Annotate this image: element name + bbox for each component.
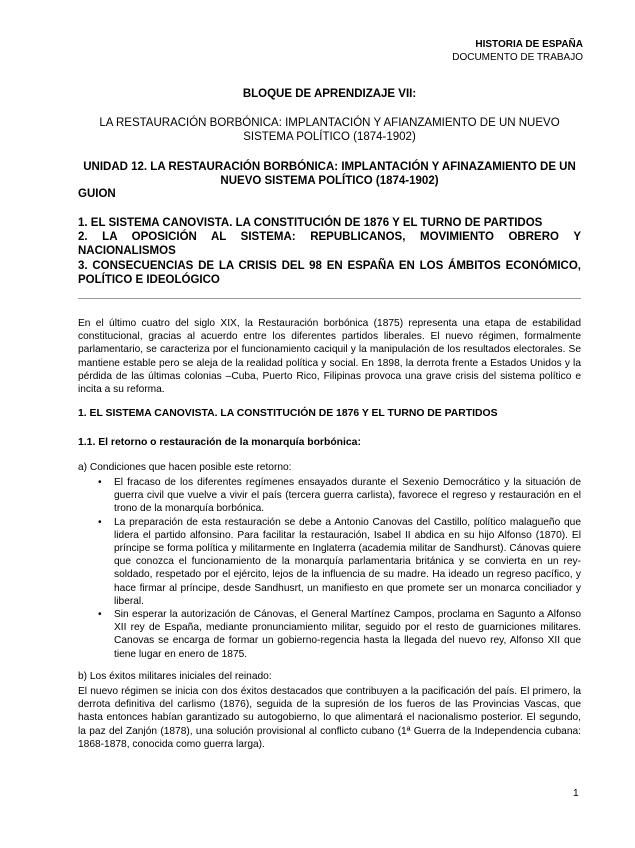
bullet-icon: • xyxy=(98,516,102,528)
conditions-list xyxy=(96,476,581,661)
outline-item: 2. LA OPOSICIÓN AL SISTEMA: REPUBLICANOS, MOVIMIENTO OBRERO Y NACIONALISMOS xyxy=(78,231,581,258)
list-item xyxy=(96,608,581,661)
horizontal-divider xyxy=(78,298,581,299)
page-number: 1 xyxy=(573,788,579,799)
list-item-text: Sin esperar la autorización de Cánovas, el General Martínez Campos, proclama en Sagunto a Alfonso XII rey de España, mediante pronunciamiento militar, seguido por el resto de guarniciones militares. Canovas se encarga de formar un gobierno-regencia hasta la llegada del nuevo rey, Alfonso XII que tiene lugar en enero de 1875. xyxy=(114,609,581,660)
exitos-paragraph: El nuevo régimen se inicia con dos éxitos destacados que contribuyen a la pacificación del país. El primero, la derrota definitiva del carlismo (1876), seguida de la supresión de los fueros de las Provincias Vascas, que hasta entonces habían garantizado su autogobierno, lo que alimentará el nacionalismo posterior. El segundo, la paz del Zanjón (1878), una solución provisional al conflicto cubano (1ª Guerra de la Independencia cubana: 1868-1878, conocida como guerra larga). xyxy=(78,686,581,750)
list-item xyxy=(96,476,581,516)
document-header xyxy=(452,38,583,64)
conditions-label: a) Condiciones que hacen posible este retorno: xyxy=(78,462,292,473)
outline-item: 1. EL SISTEMA CANOVISTA. LA CONSTITUCIÓN DE 1876 Y EL TURNO DE PARTIDOS xyxy=(78,217,543,229)
outline-list xyxy=(78,216,581,287)
bullet-icon: • xyxy=(98,477,102,488)
intro-paragraph: En el último cuatro del siglo XIX, la Restauración borbónica (1875) representa una etapa de estabilidad constitucional, gracias al acuerdo entre los diferentes partidos liberales. El nuevo régimen, formalmente parlamentario, se caracteriza por el funcionamiento caciquil y la manipulación de los resultados electorales. Se mantiene estable pero se aleja de la realidad política y social. En 1898, la derrota frente a Estados Unidos y la pérdida de las últimas colonias –Cuba, Puerto Rico, Filipinas provoca una grave crisis del sistema político e incita a su reforma. xyxy=(78,318,581,396)
list-item-text: La preparación de esta restauración se debe a Antonio Canovas del Castillo, político malagueño que lidera el partido alfonsino. Para facilitar la restauración, Isabel II abdica en su hijo Alfonso (1870). El príncipe se forma política y militarmente en Inglaterra (academia militar de Sandhurst). Cánovas quiere que conozca el funcionamiento de la monarquía parlamentaria británica y se convierta en un rey-soldado, respetado por el ejército, lejos de la influencia de su madre. Ha ideado un regreso pacífico, y hace firmar al príncipe, desde Sandhusrt, un manifiesto en que promete ser un monarca conciliador y liberal. xyxy=(114,516,581,607)
unit-title: UNIDAD 12. LA RESTAURACIÓN BORBÓNICA: IMPLANTACIÓN Y AFINAZAMIENTO DE UN NUEVO SISTEMA POLÍTICO (1874-1902) xyxy=(83,161,576,187)
outline-item: 3. CONSECUENCIAS DE LA CRISIS DEL 98 EN ESPAÑA EN LOS ÁMBITOS ECONÓMICO, POLÍTICO E IDEOLÓGICO xyxy=(78,259,581,286)
header-doc-type: DOCUMENTO DE TRABAJO xyxy=(452,52,583,63)
guion-heading: GUION xyxy=(78,188,116,200)
section-1-heading: 1. EL SISTEMA CANOVISTA. LA CONSTITUCIÓN DE 1876 Y EL TURNO DE PARTIDOS xyxy=(78,408,498,419)
list-item xyxy=(96,516,581,608)
exitos-label: b) Los éxitos militares iniciales del reinado: xyxy=(78,671,272,682)
block-subtitle: LA RESTAURACIÓN BORBÓNICA: IMPLANTACIÓN Y AFIANZAMIENTO DE UN NUEVO SISTEMA POLÍTICO (1874-1902) xyxy=(99,117,560,143)
header-subject: HISTORIA DE ESPAÑA xyxy=(475,39,583,50)
block-title: BLOQUE DE APRENDIZAJE VII: xyxy=(242,88,417,100)
section-1-1-heading: 1.1. El retorno o restauración de la monarquía borbónica: xyxy=(78,437,361,448)
list-item-text: El fracaso de los diferentes regímenes ensayados durante el Sexenio Democrático y la situación de guerra civil que vuelve a vivir el país (tercera guerra carlista), favorece el regreso y restauración en el trono de la monarquía borbónica. xyxy=(114,477,581,515)
bullet-icon: • xyxy=(98,609,102,621)
